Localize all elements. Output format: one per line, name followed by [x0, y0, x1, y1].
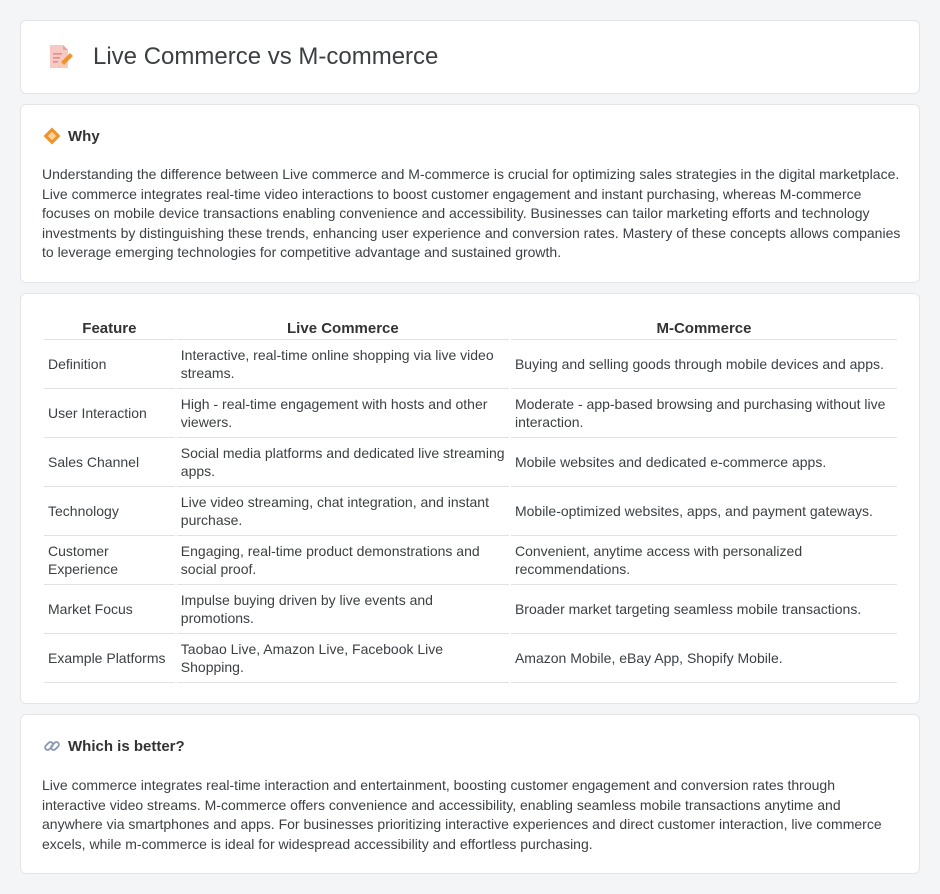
header-live-commerce: Live Commerce [177, 316, 509, 340]
better-card [20, 714, 920, 874]
why-heading [43, 127, 100, 145]
table-row [44, 634, 897, 683]
title-row [47, 43, 438, 71]
why-card [20, 104, 920, 283]
better-heading [43, 737, 185, 755]
better-paragraph: Live commerce integrates real-time interaction and entertainment, boosting customer engagement and conversion rates through interactive video streams. M-commerce offers convenience and accessibility, enabling seamless mobile transactions anytime and anywhere via smartphones and apps. For businesses prioritizing interactive experiences and direct customer interaction, live commerce excels, while m-commerce is ideal for widespread accessibility and effortless purchasing. [42, 777, 882, 852]
better-title: Which is better? [68, 737, 185, 755]
live-commerce-cell: Taobao Live, Amazon Live, Facebook Live Shopping. [177, 634, 509, 683]
feature-cell: User Interaction [44, 389, 175, 438]
feature-cell: Definition [44, 340, 175, 389]
table-row [44, 487, 897, 536]
live-commerce-cell: Engaging, real-time product demonstrations and social proof. [177, 536, 509, 585]
live-commerce-cell: Live video streaming, chat integration, and instant purchase. [177, 487, 509, 536]
feature-cell: Sales Channel [44, 438, 175, 487]
live-commerce-cell: Interactive, real-time online shopping via live video streams. [177, 340, 509, 389]
document-pencil-icon [47, 43, 73, 71]
m-commerce-cell: Moderate - app-based browsing and purchasing without live interaction. [511, 389, 897, 438]
m-commerce-cell: Mobile websites and dedicated e-commerce apps. [511, 438, 897, 487]
m-commerce-cell: Buying and selling goods through mobile devices and apps. [511, 340, 897, 389]
table-row [44, 340, 897, 389]
title-card [20, 20, 920, 94]
feature-cell: Example Platforms [44, 634, 175, 683]
header-m-commerce: M-Commerce [511, 316, 897, 340]
page-title: Live Commerce vs M-commerce [93, 43, 439, 70]
live-commerce-cell: High - real-time engagement with hosts and other viewers. [177, 389, 509, 438]
why-title: Why [68, 127, 100, 145]
comparison-card [20, 293, 920, 704]
live-commerce-cell: Social media platforms and dedicated live streaming apps. [177, 438, 509, 487]
why-paragraph: Understanding the difference between Live commerce and M-commerce is crucial for optimizing sales strategies in the digital marketplace. Live commerce integrates real-time video interactions to boost customer engagement and instant purchasing, whereas M-commerce focuses on mobile device transactions enabling convenience and accessibility. Businesses can tailor marketing efforts and technology investments by distinguishing these trends, enhancing user experience and conversion rates. Mastery of these concepts allows companies to leverage emerging technologies for competitive advantage and sustained growth. [42, 166, 901, 261]
table-row [44, 536, 897, 585]
live-commerce-cell: Impulse buying driven by live events and promotions. [177, 585, 509, 634]
diamond-sign-icon [43, 127, 61, 145]
m-commerce-cell: Broader market targeting seamless mobile transactions. [511, 585, 897, 634]
feature-cell: Customer Experience [44, 536, 175, 585]
feature-cell: Market Focus [44, 585, 175, 634]
m-commerce-cell: Convenient, anytime access with personalized recommendations. [511, 536, 897, 585]
link-icon [43, 737, 61, 755]
table-row [44, 585, 897, 634]
m-commerce-cell: Mobile-optimized websites, apps, and payment gateways. [511, 487, 897, 536]
comparison-table [42, 316, 899, 683]
m-commerce-cell: Amazon Mobile, eBay App, Shopify Mobile. [511, 634, 897, 683]
table-header-row [44, 316, 897, 340]
header-feature: Feature [44, 316, 175, 340]
table-row [44, 389, 897, 438]
feature-cell: Technology [44, 487, 175, 536]
table-row [44, 438, 897, 487]
